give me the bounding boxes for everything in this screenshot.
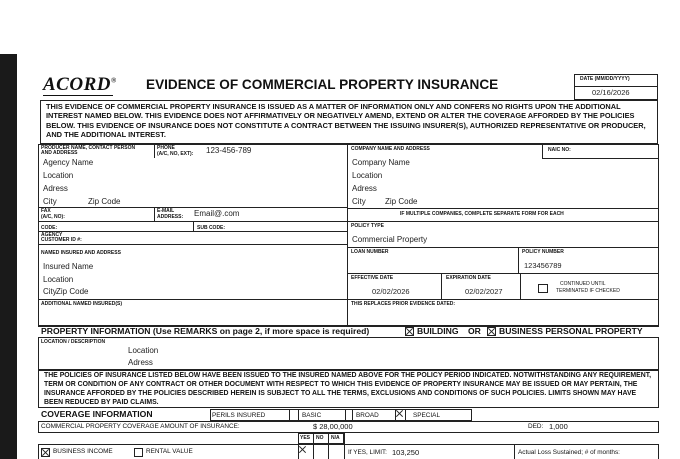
phone-sub-label: (A/C, NO, EXT): — [157, 151, 194, 157]
company-label: COMPANY NAME AND ADDRESS — [351, 146, 430, 152]
basic-label: BASIC — [302, 412, 322, 419]
business-income-label: BUSINESS INCOME — [53, 448, 113, 455]
agency-id-label: AGENCY — [41, 232, 63, 238]
company-city: City — [352, 197, 366, 206]
date-value: 02/16/2026 — [592, 88, 630, 97]
email-value: Email@.com — [194, 209, 240, 218]
acord-logo-underline — [43, 95, 113, 96]
location-description-label: LOCATION / DESCRIPTION — [41, 339, 106, 345]
company-address: Adress — [352, 184, 377, 193]
no-label: NO — [316, 435, 324, 441]
business-income-checkbox[interactable] — [41, 448, 50, 457]
building-label: BUILDING — [417, 326, 459, 336]
coverage-amount-value: $ 28,00,000 — [313, 422, 353, 431]
limit-value: 103,250 — [392, 448, 420, 457]
special-label: SPECIAL — [413, 412, 440, 419]
effective-date-value: 02/02/2026 — [372, 287, 410, 296]
fax-label: FAX — [41, 208, 51, 214]
loan-number-label: LOAN NUMBER — [351, 249, 389, 255]
company-name: Company Name — [352, 158, 410, 167]
multiple-companies-note: IF MULTIPLE COMPANIES, COMPLETE SEPARATE FORM FOR EACH — [400, 211, 564, 217]
policy-type-label: POLICY TYPE — [351, 223, 384, 229]
policy-number-label: POLICY NUMBER — [522, 249, 564, 255]
expiration-date-value: 02/02/2027 — [465, 287, 503, 296]
form-title: EVIDENCE OF COMMERCIAL PROPERTY INSURANCE — [146, 77, 499, 92]
na-label: N/A — [331, 435, 340, 441]
policy-number-value: 123456789 — [524, 261, 562, 270]
company-location: Location — [352, 171, 383, 180]
building-checkbox[interactable] — [405, 327, 414, 336]
deductible-label: DED: — [528, 423, 544, 430]
continued-until-label: CONTINUED UNTIL — [560, 281, 606, 287]
acord-logo-text: ACORD — [43, 74, 111, 95]
property-location: Location — [128, 346, 159, 355]
yes-label: YES — [300, 435, 311, 441]
phone-value: 123-456-789 — [206, 146, 252, 155]
producer-address: Adress — [43, 184, 68, 193]
bpp-label: BUSINESS PERSONAL PROPERTY — [499, 326, 643, 336]
code-label: CODE: — [41, 225, 58, 231]
insured-zip: Zip Code — [56, 287, 89, 296]
property-info-heading: PROPERTY INFORMATION (Use REMARKS on page 2, if more space is required) — [41, 326, 370, 336]
bpp-checkbox[interactable] — [487, 327, 496, 336]
perils-insured-label: PERILS INSURED — [212, 412, 266, 419]
or-label: OR — [468, 326, 481, 336]
producer-city: City — [43, 197, 57, 206]
replaces-prior-label: THIS REPLACES PRIOR EVIDENCE DATED: — [351, 301, 456, 307]
fax-sub-label: (A/C, NO): — [41, 214, 65, 220]
agency-id-sub-label: CUSTOMER ID #: — [41, 237, 82, 243]
disclaimer-text: THIS EVIDENCE OF COMMERCIAL PROPERTY INSURANCE IS ISSUED AS A MATTER OF INFORMATION ONLY AND CONFERS NO RIGHTS UPON THE ADDITIONAL INTEREST NAMED BELOW. THIS EVIDENCE DOES NOT AFFIRMATIVELY OR NEGATIVELY AMEND, EXTEND OR ALTER THE COVERAGE AFFORDED BY THE POLICIES BELOW. THIS EVIDENCE OF INSURANCE DOES NOT CONSTITUTE A CONTRACT BETWEEN THE ISSUING INSURER(S), AUTHORIZED REPRESENTATIVE OR PRODUCER, AND THE ADDITIONAL INTEREST. — [46, 102, 646, 139]
phone-label: PHONE — [157, 145, 175, 151]
agency-name: Agency Name — [43, 158, 94, 167]
company-zip: Zip Code — [385, 197, 418, 206]
property-address: Adress — [128, 358, 153, 367]
continued-until-checkbox[interactable] — [538, 284, 548, 293]
date-label: DATE (MM/DD/YYYY) — [580, 76, 630, 82]
additional-insured-label: ADDITIONAL NAMED INSURED(S) — [41, 301, 123, 307]
insured-name: Insured Name — [43, 262, 94, 271]
email-sub-label: ADDRESS: — [157, 214, 184, 220]
rental-value-label: RENTAL VALUE — [146, 448, 193, 455]
acord-registered-mark: ® — [110, 76, 117, 85]
acord-logo — [43, 75, 117, 94]
if-yes-limit-label: If YES, LIMIT: — [348, 449, 387, 456]
actual-loss-label: Actual Loss Sustained; # of months: — [518, 449, 620, 456]
viewer-left-edge — [0, 54, 17, 459]
effective-date-label: EFFECTIVE DATE — [351, 275, 394, 281]
email-label: E-MAIL — [157, 208, 175, 214]
insured-location: Location — [43, 275, 74, 284]
terminated-label: TERMINATED IF CHECKED — [556, 288, 620, 294]
producer-label: PRODUCER NAME, CONTACT PERSON AND ADDRESS — [41, 145, 136, 156]
broad-label: BROAD — [356, 412, 379, 419]
naic-label: NAIC NO: — [548, 147, 571, 153]
rental-value-checkbox[interactable] — [134, 448, 143, 457]
insured-city: City — [43, 287, 57, 296]
named-insured-label: NAMED INSURED AND ADDRESS — [41, 250, 121, 256]
policy-type-value: Commercial Property — [352, 235, 428, 244]
coverage-heading: COVERAGE INFORMATION — [41, 409, 153, 419]
policies-notice-text: THE POLICIES OF INSURANCE LISTED BELOW HAVE BEEN ISSUED TO THE INSURED NAMED ABOVE FOR THE POLICY PERIOD INDICATED. NOTWITHSTANDING ANY REQUIREMENT, TERM OR CONDITION OF ANY CONTRACT OR OTHER DOCUMENT WITH RESPECT TO WHICH THIS EVIDENCE OF PROPERTY INSURANCE MAY BE ISSUED OR MAY PERTAIN, THE INSURANCE AFFORDED BY THE POLICIES DESCRIBED HEREIN IS SUBJECT TO ALL THE TERMS, EXCLUSIONS AND CONDITIONS OF SUCH POLICIES. LIMITS SHOWN MAY HAVE BEEN REDUCED BY PAID CLAIMS. — [44, 372, 652, 406]
coverage-amount-label: COMMERCIAL PROPERTY COVERAGE AMOUNT OF INSURANCE: — [41, 423, 240, 430]
producer-zip: Zip Code — [88, 197, 121, 206]
expiration-date-label: EXPIRATION DATE — [446, 275, 491, 281]
subcode-label: SUB CODE: — [197, 225, 226, 231]
producer-location: Location — [43, 171, 74, 180]
deductible-value: 1,000 — [549, 422, 568, 431]
business-income-yes-mark[interactable] — [299, 446, 312, 459]
special-checkbox[interactable] — [395, 409, 406, 421]
